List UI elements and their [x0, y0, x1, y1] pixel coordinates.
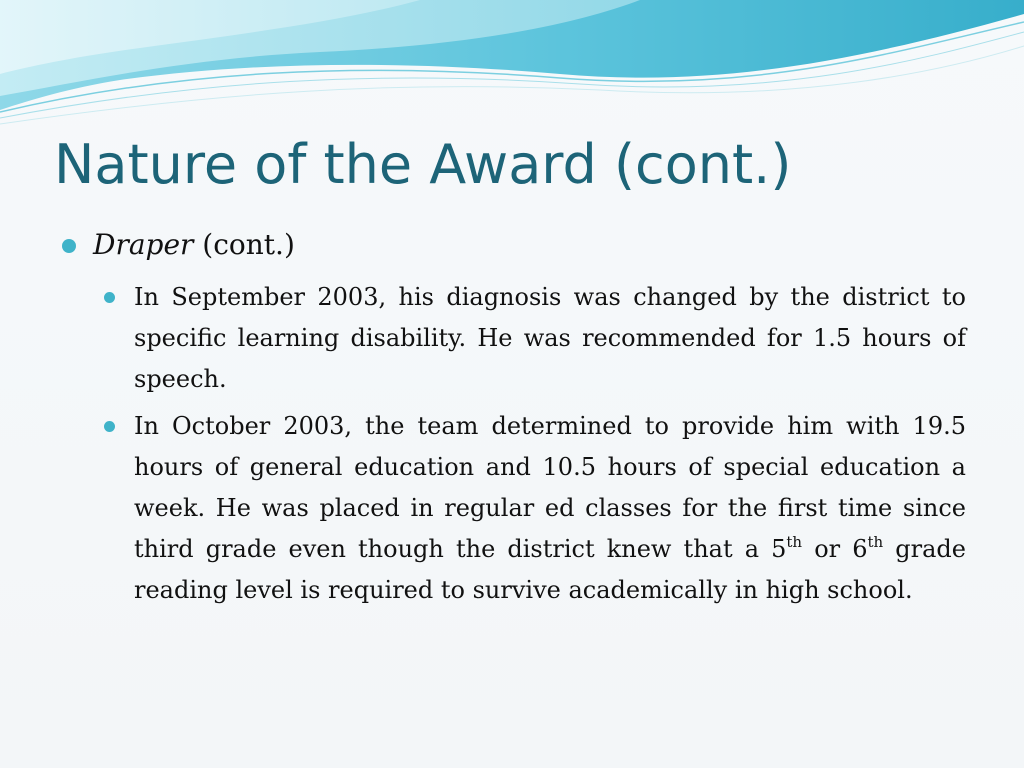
case-name: Draper	[93, 228, 194, 261]
sub-bullet-text: In September 2003, his diagnosis was changed by the district to specific learning disability. He was recommended for 1.5 hours of speech.	[134, 283, 966, 393]
sub-bullet-september-2003	[104, 277, 966, 400]
superscript-th-1: th	[786, 533, 803, 551]
bullet-text	[93, 224, 295, 266]
sub-bullet-october-2003	[104, 406, 966, 611]
text-part-1: In October 2003, the team determined to provide him with 19.5 hours of general education and 10.5 hours of special education a week. He was placed in regular ed classes for the first time since third grade even though the district knew that a 5	[134, 412, 966, 563]
sub-bullet-dot-icon	[104, 421, 115, 432]
text-part-2: or 6	[802, 535, 868, 563]
slide-title: Nature of the Award (cont.)	[54, 133, 792, 196]
bullet-dot-icon	[62, 239, 76, 253]
sub-bullet-dot-icon	[104, 292, 115, 303]
sub-bullet-list	[104, 277, 966, 617]
text-part-3: grade reading level is required to survive academically in high school.	[134, 535, 966, 604]
wave-header-decoration	[0, 0, 1024, 130]
superscript-th-2: th	[867, 533, 884, 551]
case-suffix: (cont.)	[193, 228, 295, 261]
sub-bullet-text	[134, 406, 966, 611]
